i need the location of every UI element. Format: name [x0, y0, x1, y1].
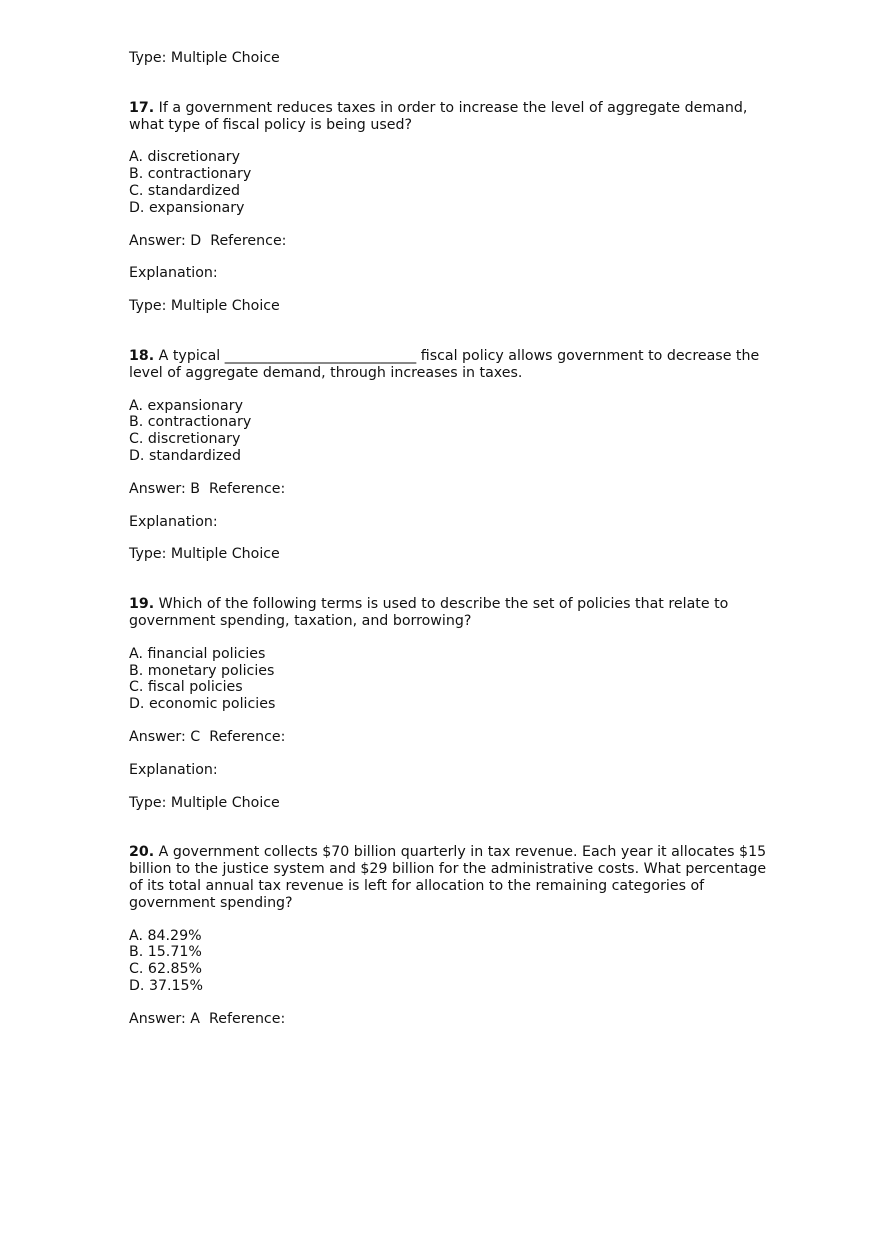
question-text	[129, 348, 769, 382]
option-b: B. contractionary	[129, 166, 252, 183]
question-body: A typical ___________________________ fiscal policy allows government to decrease the level of aggregate demand, through increases in taxes.	[129, 347, 760, 381]
answer-line: Answer: B Reference:	[129, 480, 286, 497]
answer-line: Answer: D Reference:	[129, 232, 287, 249]
question-text	[129, 844, 769, 911]
option-c: C. discretionary	[129, 431, 241, 448]
options-list	[129, 149, 769, 216]
question-20	[129, 844, 769, 1027]
explanation-line: Explanation:	[129, 761, 218, 778]
option-c: C. standardized	[129, 182, 240, 199]
option-b: B. monetary policies	[129, 662, 275, 679]
option-d: D. economic policies	[129, 696, 276, 713]
option-d: D. expansionary	[129, 199, 245, 216]
question-17	[129, 100, 769, 315]
option-d: D. standardized	[129, 447, 241, 464]
option-c: C. fiscal policies	[129, 679, 243, 696]
question-type: Type: Multiple Choice	[129, 794, 280, 811]
options-list	[129, 398, 769, 465]
question-type: Type: Multiple Choice	[129, 298, 280, 315]
question-type: Type: Multiple Choice	[129, 50, 280, 66]
document-page	[129, 50, 769, 1027]
explanation-line: Explanation:	[129, 513, 218, 530]
options-list	[129, 928, 769, 995]
option-b: B. 15.71%	[129, 944, 202, 961]
question-type: Type: Multiple Choice	[129, 546, 280, 563]
question-body: A government collects $70 billion quarterly in tax revenue. Each year it allocates $15 billion to the justice system and $29 billion for the administrative costs. What percentage of its total annual tax revenue is left for allocation to the remaining categories of government spending?	[129, 844, 767, 911]
option-b: B. contractionary	[129, 414, 252, 431]
question-text	[129, 100, 769, 134]
question-body: If a government reduces taxes in order to increase the level of aggregate demand, what type of fiscal policy is being used?	[129, 99, 748, 133]
question-18	[129, 348, 769, 563]
question-body: Which of the following terms is used to describe the set of policies that relate to government spending, taxation, and borrowing?	[129, 596, 729, 629]
option-a: A. discretionary	[129, 149, 240, 166]
explanation-line: Explanation:	[129, 265, 218, 282]
question-19	[129, 596, 769, 811]
options-list	[129, 646, 769, 713]
question-number: 19.	[129, 596, 155, 613]
question-number: 17.	[129, 99, 155, 116]
question-number: 18.	[129, 347, 155, 364]
option-a: A. expansionary	[129, 397, 243, 414]
option-d: D. 37.15%	[129, 977, 204, 994]
question-text	[129, 596, 769, 630]
answer-line: Answer: C Reference:	[129, 728, 286, 745]
option-a: A. financial policies	[129, 645, 266, 662]
option-c: C. 62.85%	[129, 961, 203, 978]
option-a: A. 84.29%	[129, 927, 202, 944]
answer-line: Answer: A Reference:	[129, 1010, 286, 1027]
question-number: 20.	[129, 844, 155, 861]
